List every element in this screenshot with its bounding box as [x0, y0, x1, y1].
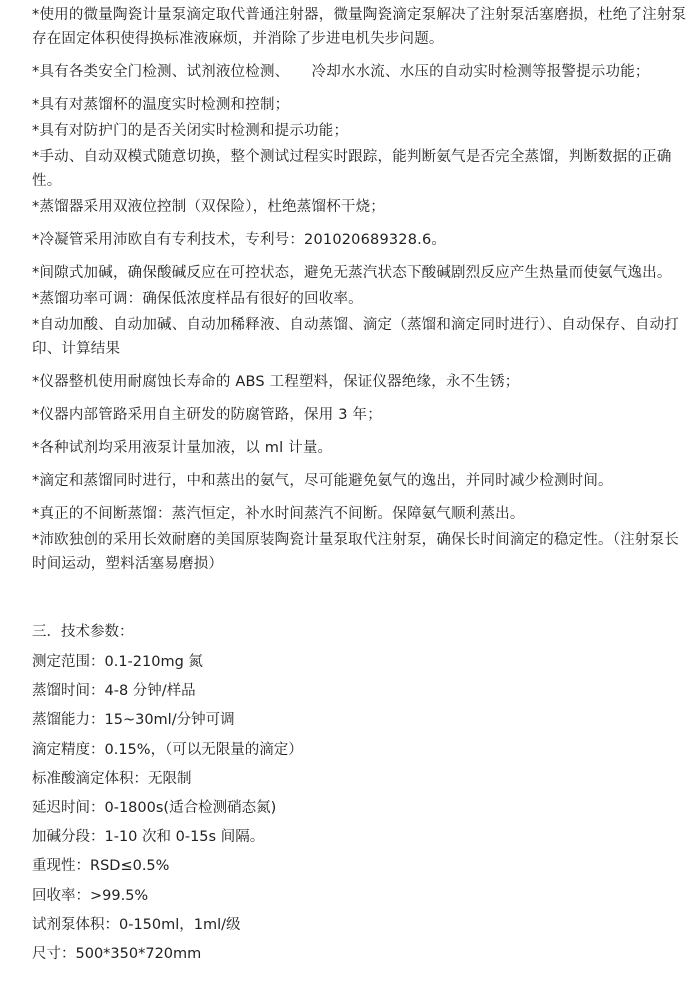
- feature-item: *具有对防护门的是否关闭实时检测和提示功能；: [32, 123, 349, 139]
- spec-item: 重现性：RSD≤0.5%: [32, 858, 170, 875]
- feature-item: *仪器整机使用耐腐蚀长寿命的 ABS 工程塑料，保证仪器绝缘，永不生锈；: [32, 374, 520, 390]
- spec-list: [32, 650, 303, 971]
- feature-item: *具有对蒸馏杯的温度实时检测和控制；: [32, 97, 290, 113]
- spec-item: 延迟时间：0-1800s(适合检测硝态氮): [32, 799, 277, 816]
- feature-item: *真正的不间断蒸馏：蒸汽恒定，补水时间蒸汽不间断。保障氨气顺利蒸出。: [32, 506, 525, 522]
- feature-item: *间隙式加碱，确保酸碱反应在可控状态，避免无蒸汽状态下酸碱剧烈反应产生热量而使氨气逸出。: [32, 265, 672, 281]
- spec-item: 尺寸：500*350*720mm: [32, 945, 202, 962]
- specs-heading: 三．技术参数：: [32, 624, 134, 640]
- spec-item: 滴定精度：0.15%，（可以无限量的滴定）: [32, 741, 303, 758]
- spec-item: 测定范围：0.1-210mg 氮: [32, 654, 203, 670]
- spec-item: 标准酸滴定体积：无限制: [32, 770, 192, 787]
- feature-item: *具有各类安全门检测、试剂液位检测、 冷却水水流、水压的自动实时检测等报警提示功能；: [32, 64, 650, 80]
- feature-item: *手动、自动双模式随意切换，整个测试过程实时跟踪，能判断氨气是否完全蒸馏，判断数据的正确性。: [32, 149, 672, 189]
- feature-item: *蒸馏功率可调：确保低浓度样品有很好的回收率。: [32, 291, 363, 307]
- spec-item: 蒸馏能力：15~30ml/分钟可调: [32, 712, 235, 729]
- feature-item: *自动加酸、自动加碱、自动加稀释液、自动蒸馏、滴定（蒸馏和滴定同时进行）、自动保存、自动打印、计算结果: [32, 317, 679, 357]
- feature-item: *使用的微量陶瓷计量泵滴定取代普通注射器，微量陶瓷滴定泵解决了注射泵活塞磨损，杜绝了注射泵存在固定体积使得换标准液麻烦，并消除了步进电机失步问题。: [32, 7, 687, 47]
- spec-item: 加碱分段：1-10 次和 0-15s 间隔。: [32, 829, 265, 846]
- feature-item: *冷凝管采用沛欧自有专利技术，专利号：201020689328.6。: [32, 232, 447, 248]
- spec-item: 试剂泵体积：0-150ml，1ml/级: [32, 916, 241, 933]
- feature-item: *滴定和蒸馏同时进行，中和蒸出的氨气，尽可能避免氨气的逸出，并同时减少检测时间。: [32, 473, 613, 489]
- spec-item: 回收率：>99.5%: [32, 887, 149, 904]
- feature-item: *沛欧独创的采用长效耐磨的美国原装陶瓷计量泵取代注射泵，确保长时间滴定的稳定性。（注射泵长时间运动，塑料活塞易磨损）: [32, 532, 679, 572]
- feature-item: *蒸馏器采用双液位控制（双保险），杜绝蒸馏杯干烧；: [32, 199, 385, 215]
- feature-item: *各种试剂均采用液泵计量加液，以 ml 计量。: [32, 440, 333, 456]
- feature-list: [32, 3, 688, 585]
- spec-item: 蒸馏时间：4-8 分钟/样品: [32, 683, 196, 700]
- feature-item: *仪器内部管路采用自主研发的防腐管路，保用 3 年；: [32, 407, 382, 423]
